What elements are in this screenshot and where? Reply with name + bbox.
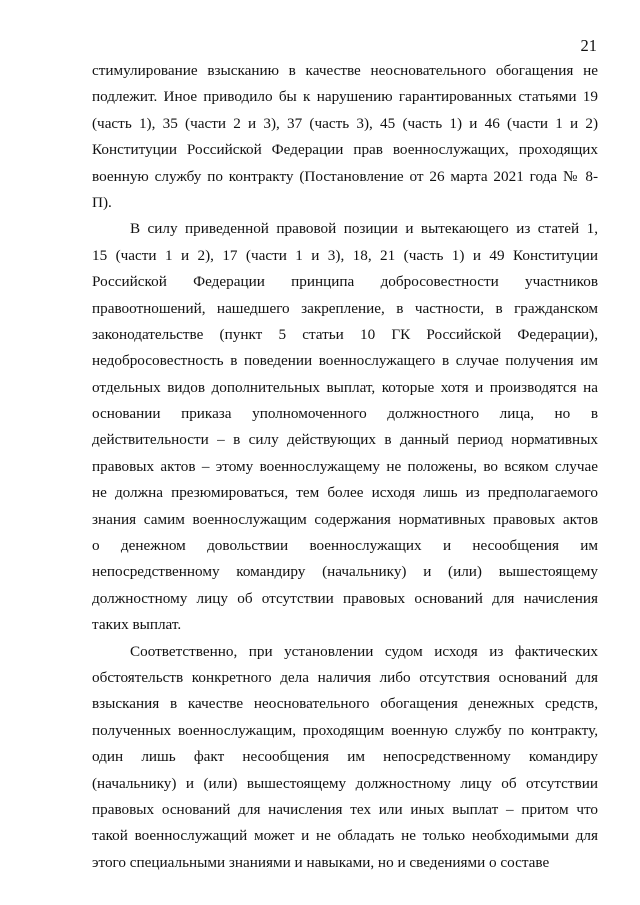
text-line: полученных военнослужащим, проходящим военную службу по контракту, [92, 721, 598, 739]
text-line: правовых оснований для начисления тех или иных выплат – притом что [92, 800, 598, 818]
text-line: таких выплат. [92, 616, 182, 634]
text-line: этого специальными знаниями и навыками, но и сведениями о составе [92, 853, 550, 871]
text-line: Конституции Российской Федерации прав военнослужащих, проходящих [92, 141, 598, 159]
paragraph [92, 58, 598, 216]
text-line: (часть 1), 35 (части 2 и 3), 37 (часть 3), 45 (часть 1) и 46 (части 1 и 2) [92, 114, 598, 132]
paragraph [92, 639, 598, 877]
paragraph [92, 216, 598, 638]
text-line: Российской Федерации принципа добросовестности участников [92, 273, 598, 291]
text-line: правовых актов – этому военнослужащему не положены, во всяком случае [92, 457, 598, 475]
text-line: не должна презюмироваться, тем более исходя лишь из предполагаемого [92, 484, 598, 502]
text-line: знания самим военнослужащим содержания нормативных правовых актов [92, 510, 598, 528]
text-line: подлежит. Иное приводило бы к нарушению гарантированных статьями 19 [92, 88, 598, 106]
text-line: должностному лицу об отсутствии правовых оснований для начисления [92, 589, 598, 607]
text-line: законодательстве (пункт 5 статьи 10 ГК Российской Федерации), [92, 325, 598, 343]
text-line: взыскания в качестве неосновательного обогащения денежных средств, [92, 695, 598, 713]
text-line: обстоятельств конкретного дела наличия либо отсутствия оснований для [92, 668, 598, 686]
text-line: непосредственному командиру (начальнику) и (или) вышестоящему [92, 563, 598, 581]
text-line: основании приказа уполномоченного должностного лица, но в [92, 405, 598, 423]
text-line: П). [92, 193, 112, 211]
text-line: Соответственно, при установлении судом исходя из фактических [130, 642, 598, 660]
text-line: о денежном довольствии военнослужащих и несообщения им [92, 537, 598, 555]
text-line: военную службу по контракту (Постановление от 26 марта 2021 года № 8- [92, 167, 598, 185]
text-line: один лишь факт несообщения им непосредственному командиру [92, 748, 598, 766]
text-line: отдельных видов дополнительных выплат, которые хотя и производятся на [92, 378, 598, 396]
text-line: правоотношений, нашедшего закрепление, в частности, в гражданском [92, 299, 598, 317]
text-line: такой военнослужащий может и не обладать не только необходимыми для [92, 827, 598, 845]
text-line: стимулирование взысканию в качестве неосновательного обогащения не [92, 62, 598, 79]
text-line: недобросовестность в поведении военнослужащего в случае получения им [92, 352, 598, 370]
text-line: (начальнику) и (или) вышестоящему должностному лицу об отсутствии [92, 774, 598, 792]
text-line: действительности – в силу действующих в данный период нормативных [92, 431, 598, 449]
document-body [92, 58, 598, 876]
text-line: 15 (части 1 и 2), 17 (части 1 и 3), 18, 21 (часть 1) и 49 Конституции [92, 246, 598, 264]
page-number: 21 [580, 36, 597, 55]
text-line: В силу приведенной правовой позиции и вытекающего из статей 1, [130, 220, 598, 238]
